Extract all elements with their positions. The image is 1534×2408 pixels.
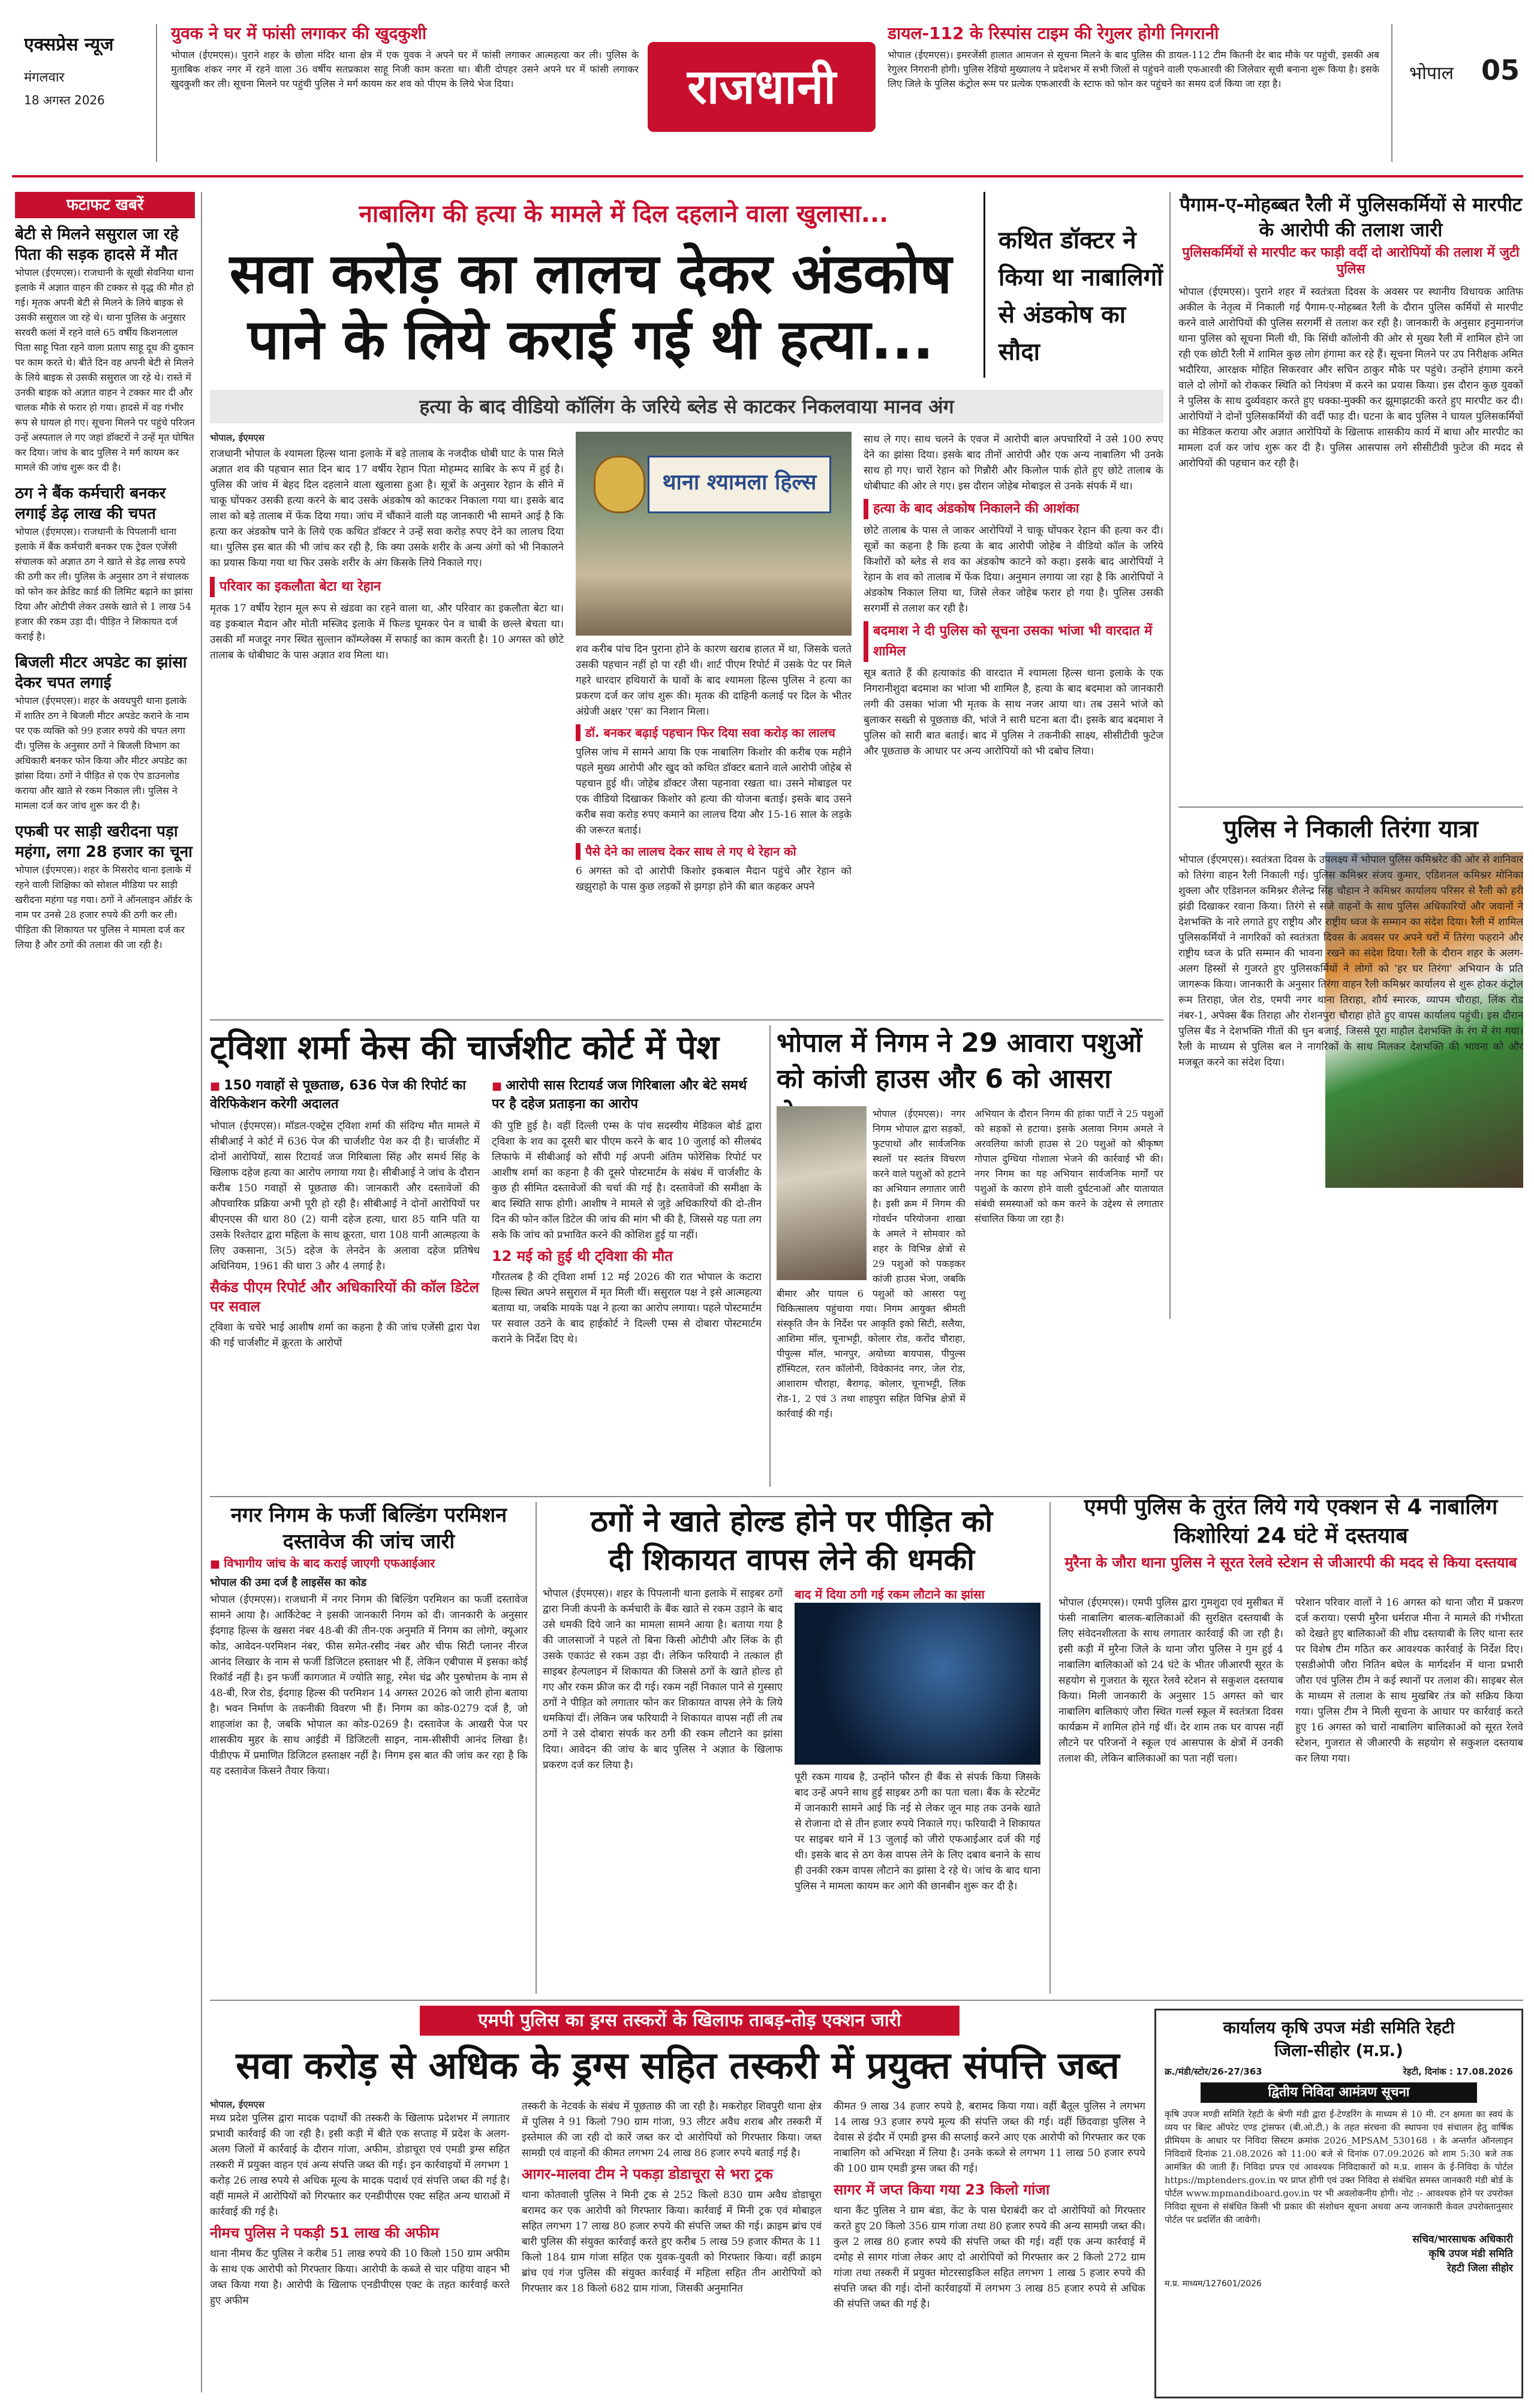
- tender-office-1: कार्यालय कृषि उपज मंडी समिति रेहटी: [1223, 2018, 1455, 2037]
- drugs-col1: मध्य प्रदेश पुलिस द्वारा मादक पदार्थों की तस्करी के खिलाफ प्रदेशभर में लगातार प्रभावी कार्रवाई की जा रही है। इसी कड़ी में बीते एक सप्ताह में प्रदेश के अलग-अलग जिलों में कार्रवाई के दौरान गांजा, अफीम, डोडाचूरा एवं एमडी ड्रग्स सहित तस्करी में प्रयुक्त वाहन एवं अन्य संपत्ति जब्त की गई। इन कार्रवाइयों में लगभग 1 करोड़ 26 लाख रुपये से अधिक मूल्य के मादक पदार्थ एवं संपत्ति जब्त की गई है। वहीं मामले में आरोपियों को गिरफ्तार कर एनडीपीएस एक्ट सहित अन्य धाराओं में कार्रवाई की गई है।: [210, 2112, 510, 2218]
- twisha-sub2: 12 मई को हुई थी ट्विशा की मौत: [492, 1248, 673, 1265]
- cattle-body-left: भोपाल (ईएमएस)। नगर निगम भोपाल द्वारा सड़कों, फुटपाथों और सार्वजनिक स्थलों पर स्वतंत्र विचरण करने वाले पशुओं को हटाने का अभियान लगातार जारी है। इसी क्रम में निगम की गोवर्धन परियोजना शाखा के अमले ने सोमवार को शहर के विभिन्न क्षेत्रों से 29 पशुओं को पकड़कर कांजी हाउस भेजा, जबकि बीमार और घायल 6 पशुओं को आसरा पशु चिकित्सालय पहुंचाया गया। निगम आयुक्त श्रीमती संस्कृति जैन के निर्देश पर आकृति इको सिटी, सलैया, आशिमा मॉल, चूनाभट्टी, कोलार रोड, करोंद चौराहा, पीपुल्स मॉल, भानपुर, अयोध्या बायपास, पीपुल्स हॉस्पिटल, रतन कॉलोनी, विवेकानंद नगर, जेल रोड, आशाराम चौराहा, बैरागढ़, कोलार, चूनाभट्टी, लिंक रोड-1, 2 एवं 3 तथा शाहपुरा सहित विभिन्न क्षेत्रों में कार्रवाई की गई।: [777, 1108, 965, 1419]
- top-right-story: [888, 23, 1379, 167]
- tender-sign-3: रेहटी जिला सीहोर: [1446, 2262, 1513, 2274]
- police-emblem: [594, 456, 645, 513]
- mp-police-col-2: [1295, 1595, 1523, 1991]
- lead-col-2: [576, 642, 852, 1007]
- lead-col2b-text: पुलिस जांच में सामने आया कि एक नाबालिग किशोर की करीब एक महीने पहले मुख्य आरोपी और खुद को कथित डॉक्टर बताने वाले आरोपी जोहेब से पहचान हुई थी। जोहेब डॉक्टर जैसा पहनावा रखता था। उसने मोबाइल पर एक वीडियो दिखाकर किशोर को हत्या की योजना बताई। इसके बाद उसने करीब सवा करोड़ रुपए कमाने का लालच दिया और 15-16 साल के लड़के की जरूरत बताई।: [576, 747, 852, 836]
- twisha-col-1: [210, 1077, 480, 1485]
- twisha-body1: भोपाल (ईएमएस)। मॉडल-एक्ट्रेस ट्विशा शर्मा की संदिग्ध मौत मामले में सीबीआई ने कोर्ट में 636 पेज की चार्जशीट पेश कर दी है। चार्जशीट में दोनों आरोपियों, सास रिटायर्ड जज गिरिबाला सिंह और समर्थ सिंह के खिलाफ दहेज हत्या का आरोप लगाया गया है। सीबीआई ने जांच के दौरान करीब 150 गवाहों से पूछताछ की। जानकारी और दस्तावेजों की औपचारिक प्रक्रिया अभी पूरी हो रही है। सीबीआई ने दोनों आरोपियों पर बीएनएस की धारा 80 (2) यानी दहेज हत्या, धारा 85 यानि पति या उसके रिश्तेदार द्वारा महिला के साथ क्रूरता, धारा 108 यानी आत्महत्या के लिए उकसाना, 3(5) दहेज के लेनदेन के अलावा दहेज प्रतिषेध अधिनियम, 1961 की धारा 3 और 4 लगाई है।: [210, 1120, 480, 1272]
- drugs-col3b: थाना कैंट पुलिस ने ग्राम बंडा, केंट के पास घेराबंदी कर दो आरोपियों को गिरफ्तार करते हुए 20 किलो 356 ग्राम गांजा तथा 80 हजार रुपये की अन्य सामग्री जब्त की। कुल 2 लाख 80 हजार रुपये की संपत्ति जब्त की गई। वहीं एक अन्य कार्रवाई में दमोह से सागर गांजा लेकर आए दो आरोपियों को गिरफ्तार कर 2 किलो 272 ग्राम गांजा तथा तस्करी में प्रयुक्त मोटरसाइकिल सहित लगभग 1 लाख 5 हजार रुपये की संपत्ति जब्त की गई। दोनों कार्रवाइयों में लगभग 3 लाख 85 हजार रुपये से अधिक की संपत्ति जब्त की गई है।: [834, 2205, 1145, 2310]
- lead-deck-text: हत्या के बाद वीडियो कॉलिंग के जरिये ब्लेड से काटकर निकलवाया मानव अंग: [419, 395, 954, 418]
- drugs-col-3: [834, 2099, 1145, 2398]
- top-right-story-body: भोपाल (ईएमएस)। इमरजेंसी हालात आमजन से सूचना मिलने के बाद पुलिस की डायल-112 टीम कितनी देर बाद मौके पर पहुंची, इसकी अब रेगुलर निगरानी होगी। पुलिस रेडियो मुख्यालय ने प्रदेशभर में सभी जिलों से पहुंचने वाली एफआरवी की जिलेवार सूची बनाना शुरू किया है। इसके लिए जिले के पुलिस कंट्रोल रूम पर प्रत्येक एफआरवी के स्टाफ को फोन कर पहुंचने का समय दर्ज किया जा रहा है।: [888, 49, 1379, 89]
- drugs-col-2: [522, 2099, 822, 2398]
- cattle-story: [777, 1025, 1163, 1487]
- lead-headline-2: पाने के लिये कराई गई थी हत्या...: [248, 308, 934, 372]
- lead-col-3: [864, 432, 1163, 1007]
- tender-sign: [1165, 2232, 1513, 2275]
- lead-sub5: बदमाश ने दी पुलिस को सूचना उसका भांजा भी वारदात में शामिल: [864, 621, 1163, 662]
- masthead-day: मंगलवार: [24, 70, 65, 85]
- thug-body2: पूरी रकम गायब है, उन्होंने फौरन ही बैंक से संपर्क किया जिसके बाद उन्हें अपने साथ हुई साइबर ठगी का पता चला। बैंक के स्टेटमेंट में जानकारी सामने आई कि नई से लेकर जून माह तक उनके खाते से रोजाना दो से तीन हजार रुपये निकाले गए। फरियादी ने शिकायत पर साइबर थाने में 13 जुलाई को जीरो एफआईआर दर्ज की गई थी। इसके बाद से ठग केस वापस लेने के लिए दबाव बनाने के साथ ही उनकी रकम वापस लौटाने का झांसा दे रहे थे। जांच के बाद थाना पुलिस ने मामला कायम कर आगे की छानबीन शुरू कर दी है।: [795, 1771, 1040, 1892]
- thug-story: [543, 1502, 1040, 1994]
- twisha-body2: की पुष्टि हुई है। वहीं दिल्ली एम्स के पांच सदस्यीय मेडिकल बोर्ड द्वारा ट्विशा के शव का दूसरी बार पीएम करने के बाद 10 जुलाई को सीलबंद लिफाफे में सीबीआई को सौंपी गई अपनी अंतिम फोरेंसिक रिपोर्ट पर आशीष शर्मा का कहना है की दूसरे पोस्टमार्टम के संबंध में चार्जशीट के कुछ ही सीमित दस्तावेजों की चर्चा की गई है। दस्तावेजों की समीक्षा के बाद स्थिति साफ होगी। आशीष ने मामले से जुड़े अधिकारियों की दो-तीन दिन की फोन कॉल डिटेल की जांच की मांग भी की है, जिससे यह पता लग सके कि जांच को प्रभावित करने की कोशिश हुई या नहीं।: [492, 1120, 762, 1241]
- drugs-headline: सवा करोड़ से अधिक के ड्रग्स सहित तस्करी में प्रयुक्त संपत्ति जब्त: [236, 2043, 1120, 2087]
- tender-mp-madhyam: म.प्र. माध्यम/127601/2026: [1165, 2279, 1262, 2289]
- fatafat-s4-body: भोपाल (ईएमएस)। शहर के मिसरोद थाना इलाके में रहने वाली शिक्षिका को सोशल मीडिया पर साड़ी खरीदना महंगा पड़ गया। ठगों ने ऑनलाइन ऑर्डर के नाम पर उनसे 28 हजार रुपये की ठगी कर ली। पीड़िता की शिकायत पर पुलिस ने मामला दर्ज कर लिया है और ठगों की तलाश की जा रही है।: [15, 864, 192, 950]
- tender-title: द्वितीय निविदा आमंत्रण सूचना: [1201, 2082, 1477, 2103]
- tiranga-body: भोपाल (ईएमएस)। स्वतंत्रता दिवस के उपलक्ष्य में भोपाल पुलिस कमिश्नरेट की ओर से शानिवार को तिरंगा वाहन रैली निकाली गई। पुलिस कमिश्नर संजय कुमार, एडिशनल कमिश्नर मोनिका शुक्ला और एडिशनल कमिश्नर शैलेन्द्र सिंह चौहान ने कमिश्नर कार्यालय परिसर से रैली को हरी झंडी दिखाकर रवाना किया। तिरंगे से सजे वाहनों के साथ पुलिस अधिकारियों और जवानों ने देशभक्ति के नारे लगाते हुए राष्ट्रीय और राष्ट्रीय ध्वज के सम्मान का संदेश दिया। रैली में शामिल पुलिसकर्मियों ने नागरिकों को स्वतंत्रता दिवस के अवसर पर अपने घरों में तिरंगा फहराने और राष्ट्रीय ध्वज के प्रति सम्मान की भावना रखने का संदेश दिया। रैली के दौरान शहर के अलग-अलग हिस्सों से गुजरते हुए पुलिसकर्मियों ने लोगों को 'हर घर तिरंगा' अभियान के प्रति जागरूक किया। जानकारी के अनुसार तिरंगा वाहन रैली कमिश्नर कार्यालय से शुरू होकर कंट्रोल रूम तिराहा, जेल रोड, एमपी नगर थाना तिराहा, शौर्य स्मारक, व्यापम चौराहा, लिंक रोड नंबर-1, अपेक्स बैंक तिराहा और रोशनपुरा चौराहा होते हुए वापस कार्यालय पहुंची। इस दौरान पुलिस बैंड ने देशभक्ति गीतों की धुन बजाई, जिससे पूरा माहौल देशभक्ति के रंग में रंग गया। रैली के माध्यम से पुलिस बल ने नागरिकों के साथ मिलकर देशभक्ति की भावना को और मजबूत करने का संदेश दिया।: [1178, 854, 1523, 1068]
- lead-sub4: हत्या के बाद अंडकोष निकालने की आशंका: [864, 499, 1163, 519]
- lead-dateline: भोपाल, ईएमएस: [210, 432, 264, 443]
- cattle-body-right: अभियान के दौरान निगम की हांका पार्टी ने 25 पशुओं को सड़कों से हटाया। इसके अलावा निगम अमले ने अरवलिया कांजी हाउस से 20 पशुओं को श्रीकृष्ण गोपाल दुग्धिया गोशाला भेजने की कार्रवाई भी की। नगर निगम का यह अभियान सार्वजनिक मार्गों पर पशुओं के कारण होने वाली दुर्घटनाओं और यातायात संबंधी समस्याओं को कम करने के उद्देश्य से लगातार संचालित किया जा रहा है।: [974, 1108, 1163, 1224]
- lead-col3c-text: सूत्र बताते हैं की हत्याकांड की वारदात में श्यामला हिल्स थाना इलाके के एक निगरानीशुदा बदमाश का भांजा भी शामिल है, हत्या के बाद बदमाश को जानकारी लगी की उसका भांजा भी मृतक के साथ नजर आया था। तब उसने भांजे को बुलाकर सख्ती से पूछताछ की, भांजे ने सारी घटना बता दी। इसके बाद बदमाश ने पुलिस को सारी बात बताई। बाद में पुलिस ने तकनीकी साक्ष्य, सीसीटीवी फुटेज और पूछताछ के आधार पर अन्य आरोपियों को भी दबोच लिया।: [864, 667, 1163, 757]
- tiranga-story: [1178, 812, 1523, 1484]
- thug-col-1: [543, 1586, 783, 1994]
- hacker-photo: [795, 1603, 1040, 1765]
- tender-ref-row: [1165, 2066, 1513, 2078]
- tender-ref: क्र./मंडी/स्टोर/26-27/363: [1165, 2066, 1262, 2077]
- lead-deck: [210, 390, 1163, 423]
- police-station-photo: [576, 432, 852, 636]
- drugs-col-1: [210, 2099, 510, 2398]
- cattle-col-right: [974, 1106, 1163, 1484]
- fatafat-s2-title: ठग ने बैंक कर्मचारी बनकर लगाई डेढ़ लाख की चपत: [15, 484, 166, 523]
- police-station-sign-text: थाना श्यामला हिल्स: [662, 470, 817, 495]
- thug-col-2: [795, 1586, 1040, 1994]
- drugs-story: [210, 2006, 1145, 2401]
- tender-office-2: जिला-सीहोर (म.प्र.): [1274, 2040, 1403, 2060]
- lead-side-head: कथित डॉक्टर ने किया था नाबालिगों से अंडकोष का सौदा: [998, 227, 1163, 366]
- tiranga-title: पुलिस ने निकाली तिरंगा यात्रा: [1223, 815, 1478, 843]
- fatafat-label: फटाफट खबरें: [15, 192, 195, 218]
- top-left-story: [171, 23, 639, 167]
- top-left-story-title: युवक ने घर में फांसी लगाकर की खुदकुशी: [171, 23, 427, 43]
- top-left-story-body: भोपाल (ईएमएस)। पुराने शहर के छोला मंदिर थाना क्षेत्र में एक युवक ने अपने घर में फांसी लगाकर आत्महत्या कर ली। पुलिस के मुताबिक शंकर नगर में रहने वाला 36 वर्षीय सतप्रकाश साहू निजी काम करता था। बीती दोपहर उसने अपने घर में फांसी लगाकर खुदकुशी कर ली। सूचना मिलने पर पहुंची पुलिस ने मर्ग कायम कर शव को पीएम के लिये भेज दिया।: [171, 49, 639, 89]
- twisha-body2b: गौरतलब है की ट्विशा शर्मा 12 मई 2026 की रात भोपाल के कटारा हिल्स स्थित अपने ससुराल में मृत मिली थीं। ससुराल पक्ष ने इसे आत्महत्या बताया था, जबकि मायके पक्ष ने हत्या का आरोप लगाया। पहले पोस्टमार्टम पर सवाल उठने के बाद हाईकोर्ट ने दिल्ली एम्स से दोबारा पोस्टमार्टम कराने के निर्देश दिए थे।: [492, 1271, 762, 1346]
- lead-col-1: [210, 432, 564, 1007]
- lead-kicker: नाबालिग की हत्या के मामले में दिल दहलाने वाला खुलासा...: [359, 200, 889, 228]
- page-number: 05: [1481, 54, 1520, 86]
- mp-police-body1: भोपाल (ईएमएस)। एमपी पुलिस द्वारा गुमशुदा एवं मुसीबत में फंसी नाबालिग बालक-बालिकाओं की सुरक्षित दस्तयाबी के लिए संवेदनशीलता के साथ लगातार कार्रवाई की जा रही है। इसी कड़ी में मुरैना जिले के थाना जौरा पुलिस ने गुम हुई 4 नाबालिग बालिकाओं को 24 घंटे के भीतर जीआरपी सूरत के सहयोग से गुजरात के सूरत रेलवे स्टेशन से सकुशल दस्तयाब किया। मिली जानकारी के अनुसार 15 अगस्त को चार नाबालिग बालिकाएं जौरा स्थित गर्ल्स स्कूल में स्वतंत्रता दिवस कार्यक्रम में शामिल होने गई थीं। देर शाम तक घर वापस नहीं लौटने पर परिजनों ने स्कूल एवं आसपास के क्षेत्रों में उनकी तलाश की, लेकिन बालिकाओं का पता नहीं चला।: [1058, 1597, 1283, 1765]
- drugs-dateline: भोपाल, ईएमएस: [210, 2099, 264, 2110]
- cattle-col-left: [777, 1106, 965, 1484]
- masthead-date: 18 अगस्त 2026: [24, 93, 105, 107]
- drugs-kicker: एमपी पुलिस का ड्रग्स तस्करों के खिलाफ ताबड़-तोड़ एक्शन जारी: [478, 2010, 901, 2031]
- right-top-body: भोपाल (ईएमएस)। पुराने शहर में स्वतंत्रता दिवस के अवसर पर स्थानीय विधायक आतिफ अकील के नेतृत्व में निकाली गई पैगाम-ए-मोहब्बत रैली के दौरान पुलिस कर्मियों से मारपीट करने वाले आरोपियों की पुलिस सरगर्मी से तलाश कर रही है। जानकारी के अनुसार हनुमानगंज थाना पुलिस को सूचना मिली थी, कि सिंधी कॉलोनी की ओर से मुख्य रैली में शामिल होने जा रही एक छोटी रैली में शामिल कुछ लोग हंगामा कर रहे हैं। सूचना मिलने पर उप निरीक्षक अमित भदौरिया, आरक्षक मोहित सिकरवार और सचिन ठाकुर मौके पर पहुंचे। उन्होंने हंगामा करने वाले दो लोगों को रोककर स्थिति को नियंत्रण में करने का प्रयास किया। इस दौरान कुछ युवकों ने पुलिस के साथ दुर्व्यवहार करते हुए धक्का-मुक्की कर झूमाझटकी करते हुए मारपीट कर दी। आरोपियों ने दोनों पुलिसकर्मियों की वर्दी फाड़ दी। घटना के बाद पुलिस ने घायल पुलिसकर्मियों का मेडिकल कराया और अज्ञात आरोपियों के खिलाफ शासकीय कार्य में बाधा और मारपीट का मामला दर्ज कर जांच शुरू कर दी है। पुलिस आसपास लगे सीसीटीवी फुटेज की मदद से आरोपियों की पहचान कर रही है।: [1178, 286, 1523, 469]
- mp-police-body2: परेशान परिवार वालों ने 16 अगस्त को थाना जौरा में प्रकरण दर्ज कराया। एसपी मुरैना धर्मराज मीना ने मामले की गंभीरता को देखते हुए बालिकाओं की शीघ्र दस्तयाबी के लिए थाना स्तर पर विशेष टीम गठित कर आवश्यक कार्रवाई के निर्देश दिए। एसडीओपी जौरा नितिन बघेल के मार्गदर्शन में थाना प्रभारी जौरा एवं पुलिस टीम ने कई स्थानों पर तलाश की। साइबर सेल के माध्यम से तलाश के साथ मुखबिर तंत्र को सक्रिय किया गया। पुलिस टीम ने मिली सूचना के आधार पर कार्रवाई करते हुए 16 अगस्त को चारों नाबालिग बालिकाओं को सूरत रेलवे स्टेशन, गुजरात से जीआरपी के सहयोग से सकुशल दस्तयाब कर लिया गया।: [1295, 1597, 1523, 1765]
- twisha-story: [210, 1025, 762, 1487]
- police-station-sign: [648, 456, 831, 513]
- paper-name-box: [24, 33, 150, 153]
- thug-title-1: ठगों ने खाते होल्ड होने पर पीड़ित को: [590, 1504, 993, 1539]
- page-city: भोपाल: [1409, 63, 1454, 84]
- cattle-photo: [777, 1106, 867, 1280]
- mp-police-sub: मुरैना के जौरा थाना पुलिस ने सूरत रेलवे स्टेशन से जीआरपी की मदद से किया दस्तयाब: [1064, 1554, 1517, 1571]
- twisha-col-2: [492, 1077, 762, 1485]
- drugs-col2: तस्करी के नेटवर्क के संबंध में पूछताछ की जा रही है। मकरोहर शिवपुरी थाना क्षेत्र में पुलिस ने 91 किलो 790 ग्राम गांजा, 93 लीटर अवैध शराब और तस्करी में इस्तेमाल की जा रही दो कारें जब्त कर दो आरोपियों को गिरफ्तार किया। जब्त सामग्री एवं वाहनों की कीमत लगभग 24 लाख 86 हजार रुपये बताई गई है।: [522, 2100, 822, 2159]
- right-top-title: पैगाम-ए-मोहब्बत रैली में पुलिसकर्मियों से मारपीट के आरोपी की तलाश जारी: [1179, 193, 1523, 241]
- twisha-sub1: सैकंड पीएम रिपोर्ट और अधिकारियों की कॉल डिटेल पर सवाल: [210, 1279, 479, 1315]
- lead-headline-1: सवा करोड़ का लालच देकर अंडकोष: [229, 242, 952, 306]
- thug-photo-caption: बाद में दिया ठगी गई रकम लौटाने का झांसा: [795, 1587, 985, 1602]
- right-top-story: [1178, 192, 1523, 791]
- paper-name: एक्सप्रेस न्यूज: [24, 34, 114, 55]
- section-banner: [648, 42, 876, 132]
- lead-col3-text: साथ ले गए। साथ चलने के एवज में आरोपी बाल अपचारियों ने उसे 100 रुपए देने का झांसा दिया। इसके बाद तीनों आरोपी और एक अन्य नाबालिग भी उनके साथ हो गए। चारों रेहान को गिन्नौरी और किलोल पार्क होते हुए छोटे तालाब के धोबीघाट की ओर ले गए। इस दौरान जोहेब मोबाइल से उनके संपर्क में था।: [864, 434, 1163, 492]
- drugs-sub1: नीमच पुलिस ने पकड़ी 51 लाख की अफीम: [210, 2225, 439, 2241]
- billing-title: नगर निगम के फर्जी बिल्डिंग परमिशन दस्तावेज की जांच जारी: [230, 1503, 507, 1554]
- twisha-bullet-1: ■ 150 गवाहों से पूछताछ, 636 पेज की रिपोर्ट का वेरिफिकेशन करेगी अदालत: [210, 1077, 480, 1113]
- tender-body: कृषि उपज मण्डी समिति रेहटी के श्रेणी मंडी द्वारा ई-टेण्डरिंग के माध्यम से 10 मी. टन क्षमता का स्वयं के व्यय पर बिल्ट ऑपरेट एण्ड ट्रांसफर (बी.ओ.टी.) के तहत संरचना की स्थापना एवं संचालन हेतु वार्षिक प्रीमियम के आधार पर निविदा सिस्टम क्रमांक 2026_MPSAM_530168 । के अन्तर्गत ऑनलाइन निविदायें दिनांक 21.08.2026 को 11:00 बजे से दिनांक 07.09.2026 को शाम 5:30 बजे तक आमंत्रित की जाती हैं। निविदा प्रपत्र एवं आवश्यक निविदाकारों को म.प्र. शासन के ई-निविदा के पोर्टल https://mptenders.gov.in पर प्राप्त होंगी एवं उक्त निविदा से संबंधित समस्त जानकारी मंडी बोर्ड के पोर्टल www.mpmandiboard.gov.in पर भी अवलोकनीय होगी। नोट :- आवश्यक होने पर उपरोक्त निविदा सूचना से संबंधित किसी भी प्रकार की संशोधन सूचना अथवा अन्य जानकारी केवल उपरोक्तानुसार पोर्टल पर प्रदर्शित की जावेगी।: [1165, 2109, 1513, 2225]
- fatafat-s3-title: बिजली मीटर अपडेट का झांसा देकर चपत लगाई: [15, 654, 187, 692]
- drugs-kicker-bar: [420, 2006, 959, 2036]
- tender-ref-date: रेहटी, दिनांक : 17.08.2026: [1403, 2066, 1513, 2077]
- fatafat-s1-title: बेटी से मिलने ससुराल जा रहे पिता की सड़क हादसे में मौत: [15, 225, 179, 264]
- cattle-title-2: को कांजी हाउस और 6 को आसरा: [777, 1064, 1111, 1094]
- lead-side-box: [983, 192, 1163, 378]
- drugs-sub3: सागर में जप्त किया गया 23 किलो गांजा: [834, 2181, 1050, 2198]
- drugs-col2b: थाना कोतवाली पुलिस ने मिनी ट्रक से 252 किलो 830 ग्राम अवैध डोडाचूरा बरामद कर एक आरोपी को गिरफ्तार किया। कार्रवाई में मिनी ट्रक एवं मोबाइल सहित लगभग 17 लाख 80 हजार रुपये की संपत्ति जब्त की गई। क्राइम ब्रांच एवं बारी पुलिस की संयुक्त कार्रवाई करते हुए करीब 5 लाख 59 हजार कीमत के 11 किलो 184 ग्राम गांजा सहित एक युवक-युवती को गिरफ्तार किया। वहीं क्राइम ब्रांच एवं गंज पुलिस की संयुक्त कार्रवाई में महिला सहित तीन आरोपियों को गिरफ्तार कर 18 किलो 682 ग्राम गांजा, जिसकी अनुमानित: [522, 2189, 822, 2295]
- lead-sub3: पैसे देने का लालच देकर साथ ले गए थे रेहान को: [576, 843, 852, 860]
- tender-sign-1: सचिव/भारसाधक अधिकारी: [1412, 2234, 1513, 2246]
- mp-police-title: एमपी पुलिस के तुरंत लिये गये एक्शन से 4 नाबालिग किशोरियां 24 घंटे में दस्तयाब: [1084, 1495, 1498, 1548]
- drugs-col1b: थाना नीमच कैंट पुलिस ने करीब 51 लाख रुपये की 10 किलो 150 ग्राम अफीम के साथ एक आरोपी को गिरफ्तार किया। आरोपी के कब्जे से चार पहिया वाहन भी जब्त किया गया है। आरोपी के खिलाफ एनडीपीएस एक्ट के तहत कार्रवाई करते हुए अफीम: [210, 2248, 510, 2307]
- lead-col3b-text: छोटे तालाब के पास ले जाकर आरोपियों ने चाकू घोंपकर रेहान की हत्या कर दी। सूत्रों का कहना है कि हत्या के बाद आरोपी जोहेब ने वीडियो कॉल के जरिये किशोरों को ब्लेड से शव का अंडकोष काटने को कहा। इसके बाद आरोपियों ने रेहान के शव को तालाब में फेंक दिया। अनुमान लगाया जा रहा है कि आरोपियों ने अंडकोष निकाल लिया था, जिसे लेकर जोहेब फरार हो गया है। पुलिस उसकी सरगर्मी से तलाश कर रही है।: [864, 525, 1163, 615]
- section-name: राजधानी: [687, 59, 836, 115]
- tender-notice: [1154, 2009, 1523, 2398]
- thug-title-2: दी शिकायत वापस लेने की धमकी: [608, 1542, 975, 1577]
- twisha-body1b: ट्विशा के चचेरे भाई आशीष शर्मा का कहना है की जांच एजेंसी द्वारा पेश की गई चार्जशीट में क्रूरता के आरोपों: [210, 1322, 480, 1349]
- fatafat-s2-body: भोपाल (ईएमएस)। राजधानी के पिपलानी थाना इलाके में बैंक कर्मचारी बनकर एक ट्रेवल एजेंसी संचालक को अज्ञात ठग ने खाते से डेढ़ लाख रुपये की ठगी कर ली। पुलिस के अनुसार ठग ने संचालक को फोन कर क्रेडिट कार्ड की लिमिट बढ़ाने का झांसा दिया और ओटीपी लेकर उसके खाते से 1 लाख 54 हजार की रकम उड़ा दी। पीड़ित ने शिकायत दर्ज कराई है।: [15, 526, 193, 642]
- lead-sub1: परिवार का इकलौता बेटा था रेहान: [210, 577, 564, 597]
- mp-police-story: [1058, 1493, 1523, 1994]
- lead-col1b-text: मृतक 17 वर्षीय रेहान मूल रूप से खंडवा का रहने वाला था, और परिवार का इकलौता बेटा था। वह इकबाल मैदान और मोती मस्जिद इलाके में फिल्ड घूमकर पेन व चाबी के छल्ले बेचता था। उसकी माँ मजदूर नगर स्थित सुल्तान कॉम्प्लेक्स में सफाई का काम करती है। 10 अगस्त को छोटे तालाब के धोबीघाट के पास अज्ञात शव मिला था।: [210, 603, 564, 661]
- cattle-title-1: भोपाल में निगम ने 29 आवारा पशुओं: [777, 1028, 1142, 1058]
- fatafat-s3-body: भोपाल (ईएमएस)। शहर के अवधपुरी थाना इलाके में शातिर ठग ने बिजली मीटर अपडेट कराने के नाम पर एक व्यक्ति को 99 हजार रुपये की चपत लगा दी। पुलिस के अनुसार ठगों ने बिजली विभाग का अधिकारी बनकर फोन किया और मीटर अपडेट का झांसा दिया। ठगों ने पीड़ित से एक ऐप डाउनलोड कराया और खाते से रकम निकाल ली। पुलिस ने मामला दर्ज कर जांच शुरू कर दी है।: [15, 695, 190, 811]
- billing-body: भोपाल (ईएमएस)। राजधानी में नगर निगम की बिल्डिंग परमिशन का फर्जी दस्तावेज सामने आया है। आर्किटेक्ट ने इसकी जानकारी निगम को दी। जानकारी के अनुसार ईदगाह हिल्स के खसरा नंबर 48-बी की तीन-एक अनुमति में निगम का लोगो, क्यूआर कोड, आवेदन-परमिशन नंबर, फीस समेत-रसीद नंबर और चीफ सिटी प्लानर नीरज आनंद लिखार के नाम से फर्जी डिजिटल हस्ताक्षर भी हैं, लेकिन एबीपास में इसका कोई रिकॉर्ड नहीं है। इन फर्जी कागजात में ज्योति साहू, रमेश चंद्र और पुरुषोत्तम के नाम से 48-बी, रिज रोड, ईदगाह हिल्स की परमिशन 14 अगस्त 2026 को जारी होना बताया है। भवन निर्माण के तकनीकी विवरण भी हैं। निगम का कोड-0279 दर्ज है, जो शाहजांश का है, जबकि भोपाल का कोड-0269 है। दस्तावेज के आखरी पेज पर शासकीय मुहर के साथ आईडी में डिजिटली साइन, नाम-सीसीपी आनंद लिखा है। पीडीएफ में प्रमाणित डिजिटल हस्ताक्षर नहीं है। निगम इस बात की जांच कर रहा है कि यह दस्तावेज किसने तैयार किया।: [210, 1594, 528, 1777]
- fatafat-column: [15, 192, 195, 2398]
- twisha-bullet-2: ■ आरोपी सास रिटायर्ड जज गिरिबाला और बेटे समर्थ पर है दहेज प्रताड़ना का आरोप: [492, 1077, 762, 1113]
- billing-story: [210, 1502, 528, 1994]
- billing-sub: भोपाल की उमा दर्ज है लाइसेंस का कोड: [210, 1576, 367, 1589]
- top-right-story-title: डायल-112 के रिस्पांस टाइम की रेगुलर होगी निगरानी: [888, 23, 1219, 43]
- lead-col1-text: राजधानी भोपाल के श्यामला हिल्स थाना इलाके में बड़े तालाब के नजदीक धोबी घाट के पास मिले अज्ञात शव की पहचान सात दिन बाद 17 वर्षीय रेहान पिता मोहम्मद साबिर के रूप में हुई है। पुलिस की जांच में बेहद दिल दहलाने वाला खुलासा हुआ है। सूत्रों के अनुसार रेहान के सीने में चाकू घोंपकर उसकी हत्या करने के बाद उसके अंडकोष को काटकर निकाला गया था। इसके बाद लाश को बड़े तालाब में फेंक दिया गया। जांच में चौंकाने वाली यह जानकारी भी सामने आई है कि हत्या कर अंडकोष पाने के लिये एक कथित डॉक्टर ने उन्हें सवा करोड़ रुपए देने का लालच दिया था। पुलिस इस बात की भी जांच कर रही है, कि क्या उसके शरीर के अन्य अंगों को भी निकालने का प्रयास किया गया था फिर उसके शरीर के अंग किसके लिये निकाले गए।: [210, 448, 564, 569]
- thug-body1: भोपाल (ईएमएस)। शहर के पिपलानी थाना इलाके में साइबर ठगों द्वारा निजी कंपनी के कर्मचारी के बैंक खाते से रकम उड़ाने के बाद उसे धमकी दिये जाने का मामला सामने आया है। बताया गया है की जालसाजों ने पहले तो बिना किसी ओटीपी और लिंक के ही उसके एकाउंट से रकम उड़ा दी। लेकिन फरियादी ने तत्काल ही साइबर हेल्पलाइन में शिकायत की जिससे ठगों के खाते होल्ड हो गए और रकम फ्रीज कर दी गई। रकम नहीं निकाल पाने से गुस्साए ठगों ने पीड़ित को लगातार फोन कर शिकायत वापस लेने के लिये धमकियां दीं। लेकिन जब फरियादी ने शिकायत वापस नहीं ली तब ठगों ने उसे दोबारा संपर्क कर ठगी की रकम लौटाने का झांसा दिया। आवेदन की जांच के बाद पुलिस ने अज्ञात के खिलाफ प्रकरण दर्ज कर लिया है।: [543, 1588, 783, 1771]
- tender-sign-2: कृषि उपज मंडी समिति: [1428, 2248, 1513, 2260]
- masthead: [0, 0, 1534, 180]
- drugs-col3: कीमत 9 लाख 34 हजार रुपये है, बरामद किया गया। वहीं बैतूल पुलिस ने लगभग 14 लाख 93 हजार रुपये मूल्य की संपत्ति जब्त की गई। वहीं छिंदवाड़ा पुलिस ने देवास से इंदौर में एमडी ड्रग्स की सप्लाई करने आए एक आरोपी को गिरफ्तार कर एक नाबालिग को अभिरक्षा में लिया है। उनके कब्जे से लगभग 11 लाख 50 हजार रुपये की 100 ग्राम एमडी ड्रग्स जब्त की गई।: [834, 2100, 1145, 2175]
- drugs-sub2: आगर-मालवा टीम ने पकड़ा डोडाचूरा से भरा ट्रक: [522, 2166, 773, 2183]
- lead-col2-text: शव करीब पांच दिन पुराना होने के कारण खराब हालत में था, जिसके चलते उसकी पहचान नहीं हो पा रही थी। शार्ट पीएम रिपोर्ट में उसके पेट पर मिले गहरे धारदार हथियारों के घावों के बाद श्यामला हिल्स पुलिस ने हत्या का प्रकरण दर्ज कर जांच शुरू की। मृतक की दाहिनी कलाई पर दिल के भीतर अंग्रेजी अक्षर 'एस' का निशान मिला।: [576, 643, 852, 718]
- lead-sub2: डॉ. बनकर बढ़ाई पहचान फिर दिया सवा करोड़ का लालच: [576, 724, 852, 741]
- fatafat-s4-title: एफबी पर साड़ी खरीदना पड़ा महंगा, लगा 28 हजार का चूना: [15, 823, 192, 861]
- fatafat-s1-body: भोपाल (ईएमएस)। राजधानी के सूखी सेवनिया थाना इलाके में अज्ञात वाहन की टक्कर से वृद्ध की मौत हो गई। मृतक अपनी बेटी से मिलने के लिये बाइक से उसकी ससुराल जा रहे थे। थाना पुलिस के अनुसार सरवरी कलां में रहने वाले 65 वर्षीय किशनलाल पिता साहू पिता रहने वाला प्रताप साहू दूध की दुकान पर काम करते थे। बीते दिन वह अपनी बेटी से मिलने के लिये बाइक से उसकी ससुराल जा रहे थे। रास्ते में उनकी बाइक को अज्ञात वाहन ने टक्कर मार दी और चालक मौके से फरार हो गया। हादसे में वह गंभीर रूप से घायल हो गए। सूचना मिलने पर पहुंचे परिजन उन्हें अस्पताल ले गए जहां डॉक्टरों ने उन्हें मृत घोषित कर दिया। जांच के बाद पुलिस ने मर्ग कायम कर मामले की जांच शुरू कर दी है।: [15, 267, 195, 473]
- right-top-sub: पुलिसकर्मियों से मारपीट कर फाड़ी वर्दी दो आरोपियों की तलाश में जुटी पुलिस: [1182, 245, 1520, 277]
- billing-bullet: ■ विभागीय जांच के बाद कराई जाएगी एफआईआर: [210, 1555, 528, 1573]
- twisha-title: ट्विशा शर्मा केस की चार्जशीट कोर्ट में पेश: [210, 1028, 719, 1067]
- mp-police-col-1: [1058, 1595, 1283, 1991]
- lead-story: [210, 192, 1163, 1013]
- lead-col2c-text: 6 अगस्त को दो आरोपी किशोर इकबाल मैदान पहुंचे और रेहान को खझुराहो के पास कुछ लड़कों से झगड़ा होने की बात कहकर अपने: [576, 865, 852, 893]
